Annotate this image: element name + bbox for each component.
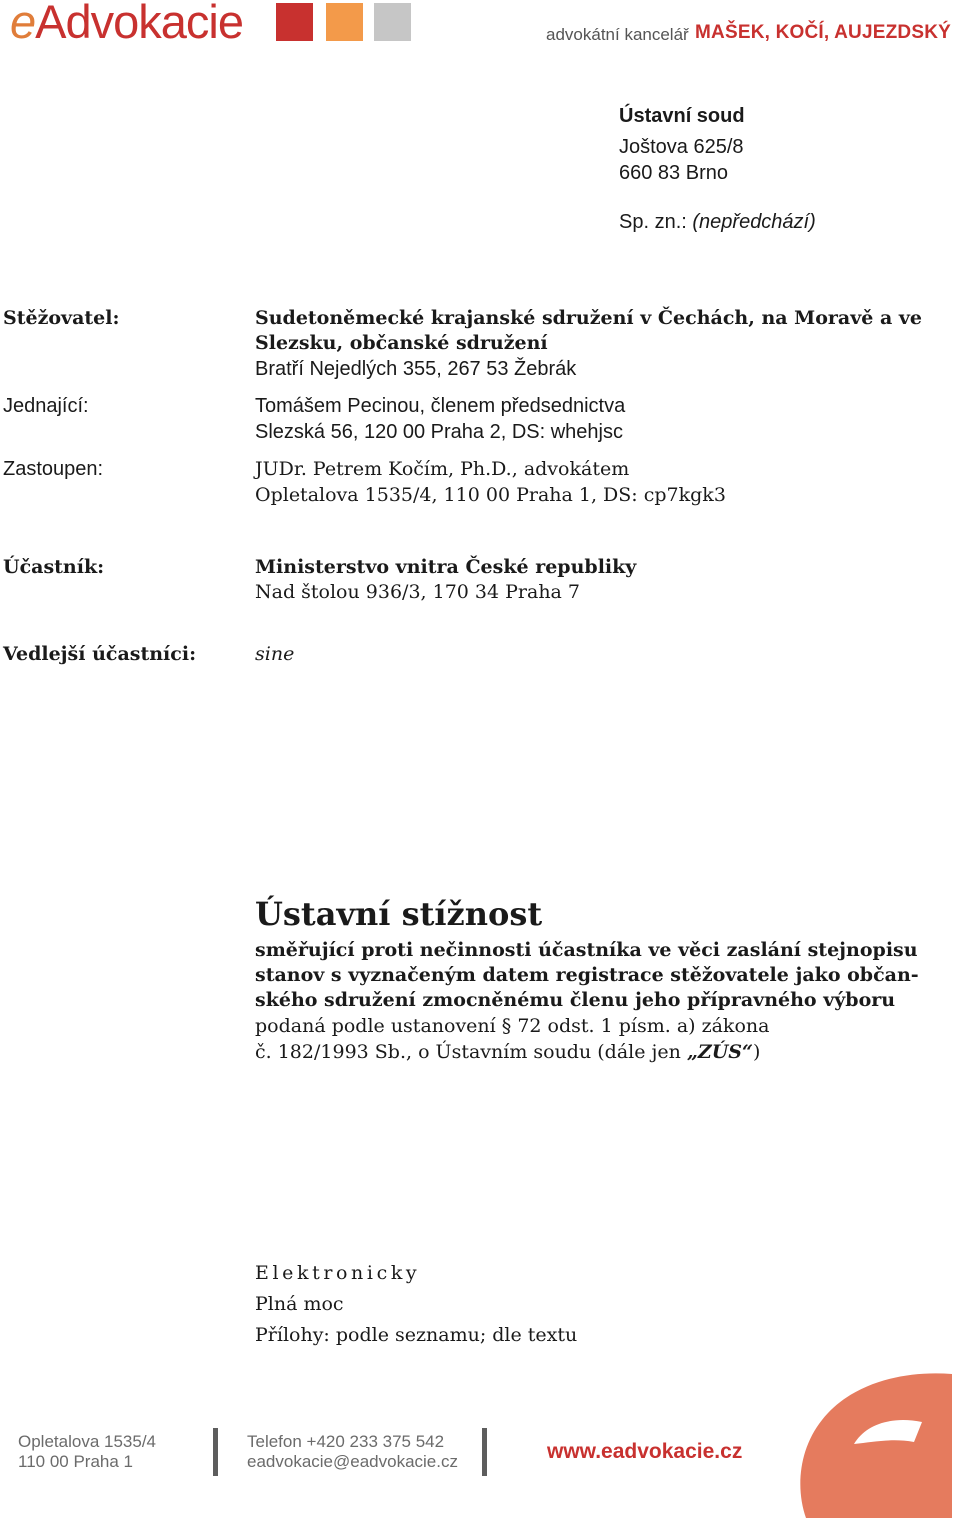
- title-subtitle-line1: směřující proti nečinnosti účastníka ve věci zaslání stejnopisu: [255, 939, 918, 961]
- title-subtitle-line3: ského sdružení zmocněnému členu jeho přípravného výboru: [255, 989, 896, 1011]
- logo-orange-square: [326, 3, 363, 41]
- complainant-name-line1: Sudetoněmecké krajanské sdružení v Čechách, na Moravě a ve: [255, 307, 923, 329]
- title-subtitle-line2: stanov s vyznačeným datem registrace stěžovatele jako občan-: [255, 964, 919, 986]
- reference-number: Sp. zn.: (nepředchází): [619, 211, 816, 233]
- represented-address: Opletalova 1535/4, 110 00 Praha 1, DS: cp7kgk3: [255, 484, 726, 506]
- acting-address: Slezská 56, 120 00 Praha 2, DS: whehjsc: [255, 421, 623, 443]
- attachments: Přílohy: podle seznamu; dle textu: [255, 1324, 578, 1346]
- participant-address: Nad štolou 936/3, 170 34 Praha 7: [255, 581, 581, 603]
- represented-label: Zastoupen:: [3, 458, 104, 480]
- big-e-logo-icon: [792, 1372, 960, 1518]
- complainant-address: Bratří Nejedlých 355, 267 53 Žebrák: [255, 358, 577, 380]
- participant-name: Ministerstvo vnitra České republiky: [255, 556, 637, 578]
- legal-basis-line2: č. 182/1993 Sb., o Ústavním soudu (dále jen „ZÚS“): [255, 1041, 761, 1063]
- power-of-attorney: Plná moc: [255, 1293, 344, 1315]
- footer-divider: [213, 1428, 218, 1476]
- firm-name: MAŠEK, KOČÍ, AUJEZDSKÝ: [695, 22, 952, 43]
- addressee-street: Joštova 625/8: [619, 136, 744, 158]
- legal-basis-line1: podaná podle ustanovení § 72 odst. 1 písm. a) zákona: [255, 1015, 770, 1037]
- represented-name: JUDr. Petrem Kočím, Ph.D., advokátem: [255, 458, 630, 480]
- addressee-city: 660 83 Brno: [619, 162, 728, 184]
- footer-address: Opletalova 1535/4 110 00 Praha 1: [18, 1432, 156, 1471]
- logo-gray-square: [374, 3, 411, 41]
- footer-contact: Telefon +420 233 375 542 eadvokacie@eadvokacie.cz: [247, 1432, 458, 1471]
- complainant-name-line2: Slezsku, občanské sdružení: [255, 332, 548, 354]
- secondary-participants-label: Vedlejší účastníci:: [3, 643, 197, 665]
- participant-label: Účastník:: [3, 556, 105, 578]
- document-title: Ústavní stížnost: [255, 895, 543, 933]
- acting-name: Tomášem Pecinou, členem předsednictva: [255, 395, 626, 417]
- firm-label: advokátní kancelář: [546, 25, 689, 44]
- addressee-name: Ústavní soud: [619, 105, 745, 127]
- delivery-method: Elektronicky: [255, 1262, 421, 1284]
- secondary-participants-value: sine: [255, 643, 295, 665]
- acting-label: Jednající:: [3, 395, 89, 417]
- logo-red-square: [276, 3, 313, 41]
- complainant-label: Stěžovatel:: [3, 307, 120, 329]
- footer-divider: [482, 1428, 487, 1476]
- website-link[interactable]: www.eadvokacie.cz: [547, 1440, 743, 1463]
- eadvokacie-logo: eAdvokacie: [10, 0, 243, 48]
